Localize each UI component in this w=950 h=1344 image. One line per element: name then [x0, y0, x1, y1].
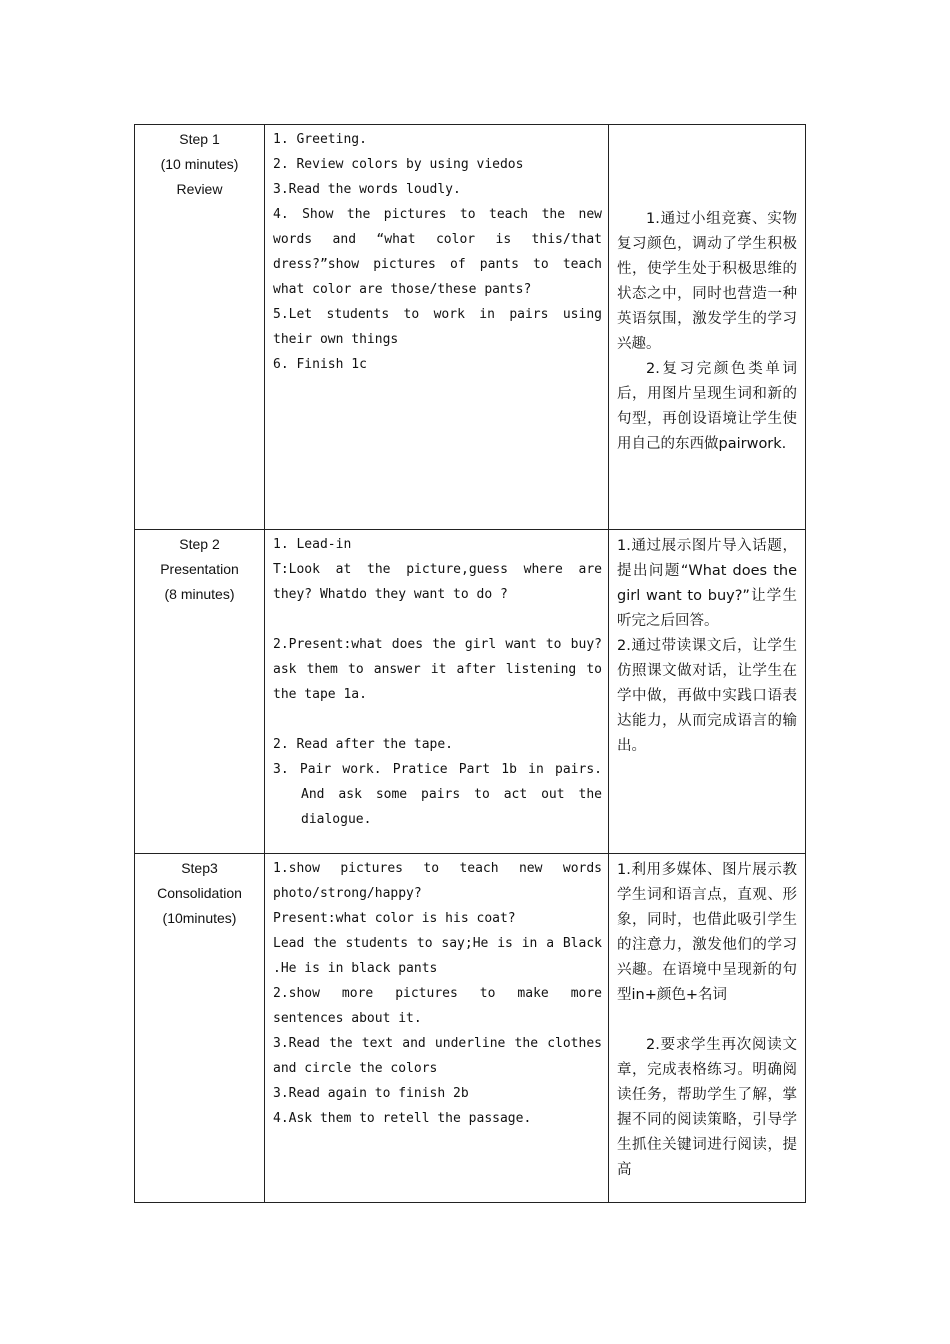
purpose-paragraph: 1.利用多媒体、图片展示教学生词和语言点，直观、形象，同时，也借此吸引学生的注意力，激发他们的学习兴趣。在语境中呈现新的句型in+颜色+名词 — [617, 862, 797, 1003]
step-title: Step 2 — [179, 536, 220, 552]
purpose-cell — [609, 854, 806, 1203]
blank-line — [273, 607, 602, 632]
procedure-line: 3.Read the words loudly. — [273, 182, 461, 197]
purpose-paragraph: 2.要求学生再次阅读文章，完成表格练习。明确阅读任务，帮助学生了解，掌握不同的阅读策略，引导学生抓住关键词进行阅读，提高 — [617, 1037, 797, 1178]
procedure-cell — [265, 530, 609, 854]
step-cell — [135, 530, 265, 854]
purpose-paragraph: 1.通过小组竞赛、实物复习颜色，调动了学生积极性，使学生处于积极思维的状态之中，同时也营造一种英语氛围，激发学生的学习兴趣。 — [617, 211, 797, 352]
procedure-line: 2.Present:what does the girl want to buy?ask them to answer it after listening to the tape 1a. — [273, 637, 602, 702]
purpose-paragraph: 1.通过展示图片导入话题，提出问题“What does the girl want to buy?”让学生听完之后回答。 — [617, 538, 797, 629]
step-cell — [135, 125, 265, 530]
procedure-line: Present:what color is his coat? — [273, 911, 516, 926]
step-phase: Consolidation — [157, 884, 242, 901]
procedure-line: 3.Read the text and underline the clothes and circle the colors — [273, 1036, 602, 1076]
purpose-paragraph: 2.复习完颜色类单词后，用图片呈现生词和新的句型，再创设语境让学生使用自己的东西做pairwork. — [617, 361, 797, 452]
step-phase: Presentation — [160, 560, 239, 577]
procedure-line: 2. Review colors by using viedos — [273, 157, 524, 172]
purpose-cell — [609, 530, 806, 854]
procedure-line: 3. Pair work. Pratice Part 1b in pairs. And ask some pairs to act out the dialogue. — [273, 762, 602, 827]
table-row — [135, 530, 806, 854]
step-duration: (10minutes) — [162, 909, 237, 926]
step-phase: Review — [176, 180, 223, 197]
blank-line — [617, 1008, 797, 1033]
procedure-cell — [265, 125, 609, 530]
step-cell — [135, 854, 265, 1203]
purpose-paragraph: 2.通过带读课文后，让学生仿照课文做对话，让学生在学中做，再做中实践口语表达能力，从而完成语言的输出。 — [617, 638, 797, 754]
table-row — [135, 125, 806, 530]
lesson-plan-table — [134, 124, 806, 1203]
procedure-line: 1. Lead-in — [273, 537, 352, 552]
procedure-line: 1.show pictures to teach new words photo/strong/happy? — [273, 861, 602, 901]
procedure-line: 2.show more pictures to make more sentences about it. — [273, 986, 602, 1026]
table-row — [135, 854, 806, 1203]
purpose-cell — [609, 125, 806, 530]
procedure-line: 4. Show the pictures to teach the new words and “what color is this/that dress?”show pictures of pants to teach what color are those/these pants? — [273, 207, 602, 297]
blank-line — [273, 707, 602, 732]
procedure-line: 3.Read again to finish 2b — [273, 1086, 469, 1101]
step-title: Step 1 — [179, 131, 220, 147]
step-duration: (8 minutes) — [164, 585, 235, 602]
procedure-line: 1. Greeting. — [273, 132, 367, 147]
procedure-line: Lead the students to say;He is in a Black .He is in black pants — [273, 936, 602, 976]
procedure-line: 2. Read after the tape. — [273, 737, 454, 752]
procedure-line: 5.Let students to work in pairs using their own things — [273, 307, 602, 347]
procedure-line: 4.Ask them to retell the passage. — [273, 1111, 532, 1126]
procedure-cell — [265, 854, 609, 1203]
step-duration: (10 minutes) — [160, 155, 239, 172]
step-title: Step3 — [181, 860, 218, 876]
procedure-line: T:Look at the picture,guess where are they? Whatdo they want to do ? — [273, 562, 602, 602]
procedure-line: 6. Finish 1c — [273, 357, 367, 372]
